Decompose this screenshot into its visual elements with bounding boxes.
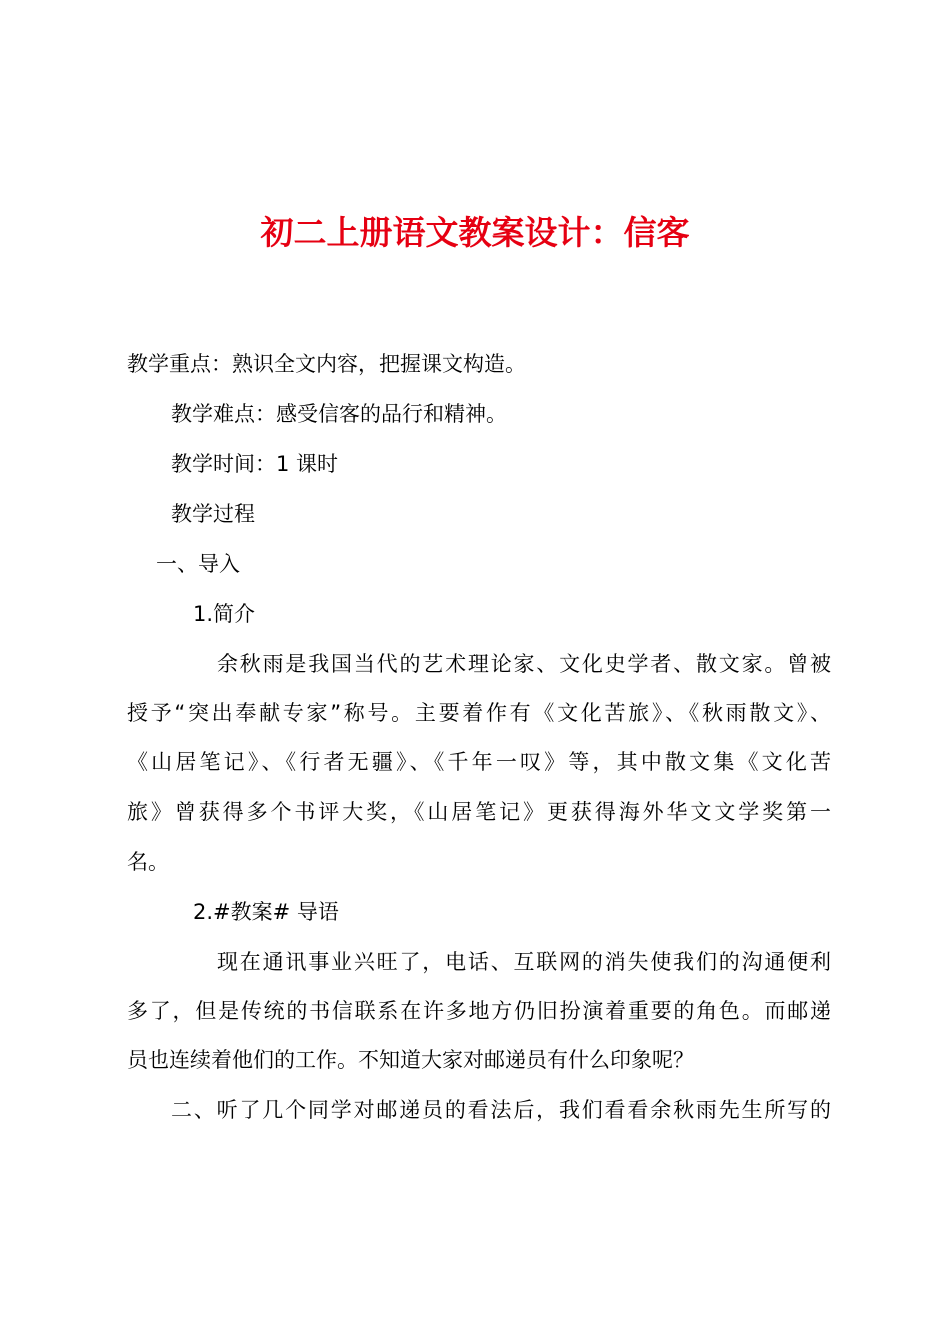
- section-heading-intro: 一、导入: [156, 552, 240, 576]
- paragraph-line: 二、听了几个同学对邮递员的看法后，我们看看余秋雨先生所写的: [171, 1098, 831, 1122]
- paragraph-line: 多了，但是传统的书信联系在许多地方仍旧扮演着重要的角色。而邮递: [127, 999, 831, 1023]
- paragraph-line: 余秋雨是我国当代的艺术理论家、文化史学者、散文家。曾被: [217, 652, 831, 676]
- document-title: 初二上册语文教案设计：信客: [260, 213, 690, 252]
- paragraph-line: 旅》曾获得多个书评大奖，《山居笔记》更获得海外华文文学奖第一: [127, 800, 831, 824]
- teaching-focus: 教学重点：熟识全文内容，把握课文构造。: [127, 352, 526, 376]
- teaching-process-heading: 教学过程: [171, 502, 255, 526]
- subsection-heading-profile: 1.简介: [193, 602, 256, 626]
- paragraph-line: 《山居笔记》、《行者无疆》、《千年一叹》等，其中散文集《文化苦: [127, 750, 831, 774]
- paragraph-line: 授予“突出奉献专家”称号。主要着作有《文化苦旅》、《秋雨散文》、: [127, 701, 831, 725]
- paragraph-line: 名。: [127, 850, 169, 874]
- paragraph-line: 员也连续着他们的工作。不知道大家对邮递员有什么印象呢？: [127, 1048, 694, 1072]
- teaching-time: 教学时间：1 课时: [171, 452, 339, 476]
- paragraph-line: 现在通讯事业兴旺了，电话、互联网的消失使我们的沟通便利: [217, 950, 831, 974]
- teaching-difficulty: 教学难点：感受信客的品行和精神。: [171, 402, 507, 426]
- subsection-heading-lead: 2.#教案# 导语: [193, 900, 339, 924]
